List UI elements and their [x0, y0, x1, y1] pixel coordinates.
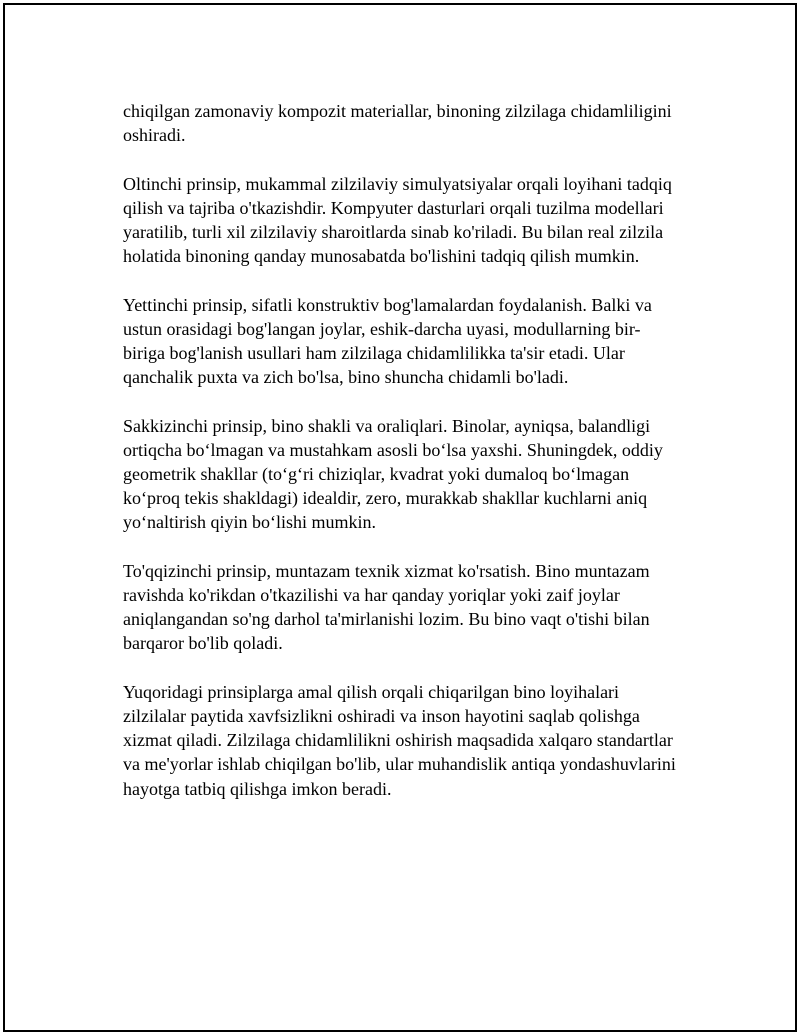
text-line: ravishda ko'rikdan o'tkazilishi va har qanday yoriqlar yoki zaif joylar — [123, 585, 620, 605]
text-line: xizmat qiladi. Zilzilaga chidamlilikni oshirish maqsadida xalqaro standartlar — [123, 730, 673, 751]
paragraph — [123, 99, 693, 147]
text-line: To'qqizinchi prinsip, muntazam texnik xizmat ko'rsatish. Bino muntazam — [123, 560, 650, 581]
text-line: Sakkizinchi prinsip, bino shakli va oraliqlari. Binolar, ayniqsa, balandligi — [123, 415, 651, 436]
paragraph — [123, 414, 693, 535]
text-line: ko‘proq tekis shakldagi) idealdir, zero, murakkab shakllar kuchlarni aniq — [123, 488, 648, 509]
text-line: ortiqcha bo‘lmagan va mustahkam asosli bo‘lsa yaxshi. Shuningdek, oddiy — [123, 439, 663, 460]
text-line: ustun orasidagi bog'langan joylar, eshik-darcha uyasi, modullarning bir- — [123, 318, 641, 339]
text-line: va me'yorlar ishlab chiqilgan bo'lib, ular muhandislik antiqa yondashuvlarini — [123, 754, 676, 775]
paragraph — [123, 293, 693, 390]
text-line: yaratilib, turli xil zilzilaviy sharoitlarda sinab ko'riladi. Bu bilan real zilzila — [123, 222, 664, 242]
text-line: biriga bog'lanish usullari ham zilzilaga chidamlilikka ta'sir etadi. Ular — [123, 343, 625, 363]
text-line: barqaror bo'lib qoladi. — [123, 633, 283, 654]
paragraph — [123, 680, 693, 801]
page-frame — [3, 3, 797, 1032]
text-line: Oltinchi prinsip, mukammal zilzilaviy simulyatsiyalar orqali loyihani tadqiq — [123, 173, 672, 194]
text-line: holatida binoning qanday munosabatda bo'lishini tadqiq qilish mumkin. — [123, 246, 640, 267]
text-line: geometrik shakllar (to‘g‘ri chiziqlar, kvadrat yoki dumaloq bo‘lmagan — [123, 464, 630, 484]
paragraph — [123, 559, 693, 656]
text-line: zilzilalar paytida xavfsizlikni oshiradi va inson hayotini saqlab qolishga — [123, 706, 640, 726]
text-line: aniqlangandan so'ng darhol ta'mirlanishi lozim. Bu bino vaqt o'tishi bilan — [123, 609, 650, 630]
paragraph — [123, 172, 693, 269]
document-body — [123, 99, 693, 825]
text-line: qanchalik puxta va zich bo'lsa, bino shuncha chidamli bo'ladi. — [123, 367, 569, 388]
text-line: yo‘naltirish qiyin bo‘lishi mumkin. — [123, 512, 376, 533]
text-line: qilish va tajriba o'tkazishdir. Kompyuter dasturlari orqali tuzilma modellari — [123, 197, 664, 218]
text-line: Yettinchi prinsip, sifatli konstruktiv bog'lamalardan foydalanish. Balki va — [123, 294, 652, 315]
text-line: oshiradi. — [123, 125, 186, 146]
text-line: hayotga tatbiq qilishga imkon beradi. — [123, 778, 392, 799]
text-line: chiqilgan zamonaviy kompozit materiallar, binoning zilzilaga chidamliligini — [123, 101, 672, 121]
text-line: Yuqoridagi prinsiplarga amal qilish orqali chiqarilgan bino loyihalari — [123, 681, 620, 702]
